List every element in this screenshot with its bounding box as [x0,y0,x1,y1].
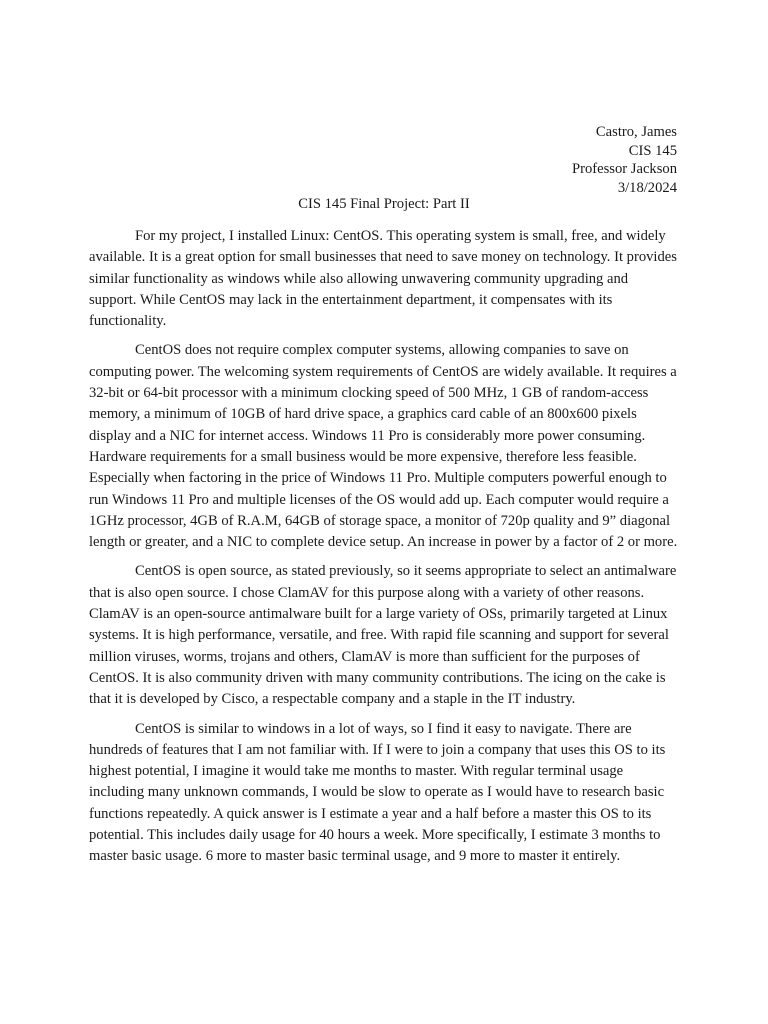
course-code: CIS 145 [628,142,677,159]
paragraph-learning-curve: CentOS is similar to windows in a lot of ways, so I find it easy to navigate. There are hundreds of features that I am not familiar with. If I were to join a company that uses this OS to its highest potential, I imagine it would take me months to master. With regular terminal usage including many unknown commands, I would be slow to operate as I would have to research basic functions repeatedly. A quick answer is I estimate a year and a half before a master this OS to its potential. This includes daily usage for 40 hours a week. More specifically, I estimate 3 months to master basic usage. 6 more to master basic terminal usage, and 9 more to master it entirely. [89,720,666,865]
professor-name: Professor Jackson [572,161,677,178]
submission-date: 3/18/2024 [617,179,677,196]
document-title: CIS 145 Final Project: Part II [298,196,470,212]
author-header [572,123,677,197]
paragraph-antimalware: CentOS is open source, as stated previously, so it seems appropriate to select an antimalware that is also open source. I chose ClamAV for this purpose along with a variety of other reasons. ClamAV is an open-source antimalware built for a large variety of OSs, primarily targeted at Linux systems. It is high performance, versatile, and free. With rapid file scanning and support for several million viruses, worms, trojans and others, ClamAV is more than sufficient for the purposes of CentOS. It is also community driven with many community contributions. The icing on the cake is that it is developed by Cisco, a respectable company and a staple in the IT industry. [89,563,677,708]
paragraph-requirements: CentOS does not require complex computer systems, allowing companies to save on computing power. The welcoming system requirements of CentOS are widely available. It requires a 32-bit or 64-bit processor with a minimum clocking speed of 500 MHz, 1 GB of random-access memory, a minimum of 10GB of hard drive space, a graphics card cable of an 800x600 pixels display and a NIC for internet access. Windows 11 Pro is considerably more power consuming. Hardware requirements for a small business would be more expensive, therefore less feasible. Especially when factoring in the price of Windows 11 Pro. Multiple computers powerful enough to run Windows 11 Pro and multiple licenses of the OS would add up. Each computer would require a 1GHz processor, 4GB of R.A.M, 64GB of storage space, a monitor of 720p quality and 9” diagonal length or greater, and a NIC to complete device setup. An increase in power by a factor of 2 or more. [89,342,678,551]
author-name: Castro, James [595,124,677,140]
document-body [89,226,679,876]
paragraph-intro: For my project, I installed Linux: CentOS. This operating system is small, free, and widely available. It is a great option for small businesses that need to save money on technology. It provides similar functionality as windows while also allowing unwavering community upgrading and support. While CentOS may lack in the entertainment department, it compensates with its functionality. [89,228,677,330]
